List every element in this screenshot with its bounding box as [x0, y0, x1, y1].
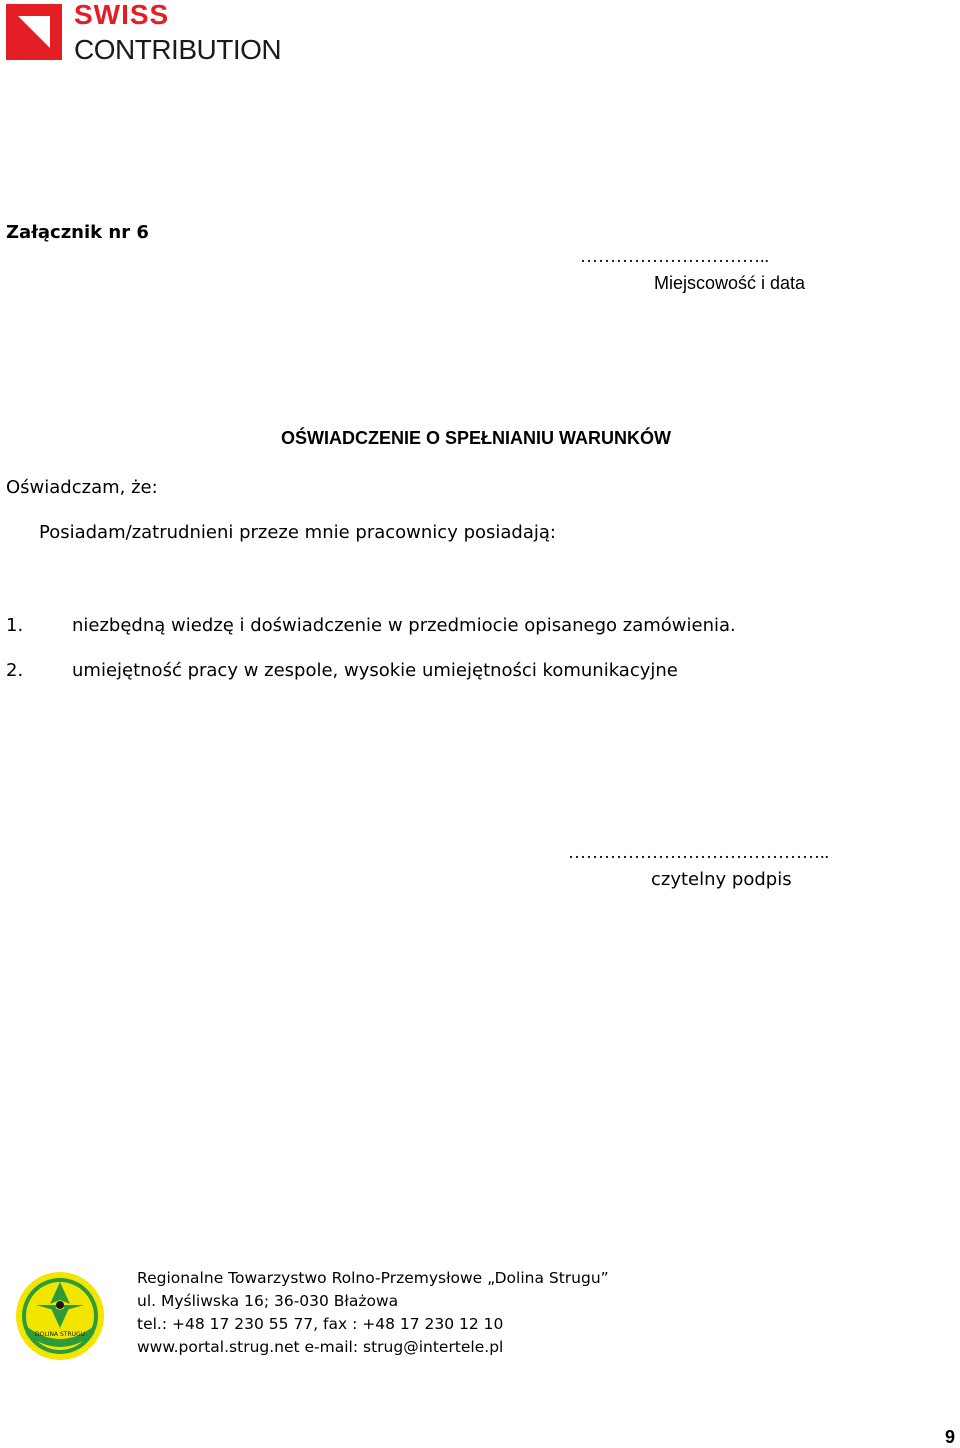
footer-web-email: www.portal.strug.net e-mail: strug@intertele.pl: [137, 1338, 504, 1356]
intro-statement: Oświadczam, że:: [6, 477, 158, 498]
attachment-label: Załącznik nr 6: [6, 222, 149, 243]
signature-dots: ……………………………………..: [568, 842, 829, 862]
footer-organization: Regionalne Towarzystwo Rolno-Przemysłowe „Dolina Strugu”: [137, 1269, 609, 1287]
footer-address: ul. Myśliwska 16; 36-030 Błażowa: [137, 1292, 399, 1310]
document-title: OŚWIADCZENIE O SPEŁNIANIU WARUNKÓW: [281, 428, 671, 448]
footer-logo-text: DOLINA STRUGU: [34, 1331, 86, 1338]
logo-text-contribution: CONTRIBUTION: [74, 34, 282, 65]
list-item-text: umiejętność pracy w zespole, wysokie umiejętności komunikacyjne: [72, 660, 678, 681]
date-field-dots: …………………………..: [580, 246, 769, 266]
list-item-text: niezbędną wiedzę i doświadczenie w przedmiocie opisanego zamówienia.: [72, 615, 736, 636]
signature-label: czytelny podpis: [651, 869, 792, 890]
swiss-logo-square-icon: [6, 4, 62, 60]
dolina-strugu-logo-icon: [14, 1270, 106, 1362]
lead-statement: Posiadam/zatrudnieni przeze mnie pracownicy posiadają:: [39, 522, 556, 543]
list-item-number: 2.: [6, 660, 24, 681]
date-field-label: Miejscowość i data: [654, 273, 806, 293]
logo-text-swiss: SWISS: [74, 0, 170, 30]
page-number: 9: [945, 1427, 956, 1447]
footer-phone-fax: tel.: +48 17 230 55 77, fax : +48 17 230 12 10: [137, 1315, 504, 1333]
list-item-number: 1.: [6, 615, 24, 636]
